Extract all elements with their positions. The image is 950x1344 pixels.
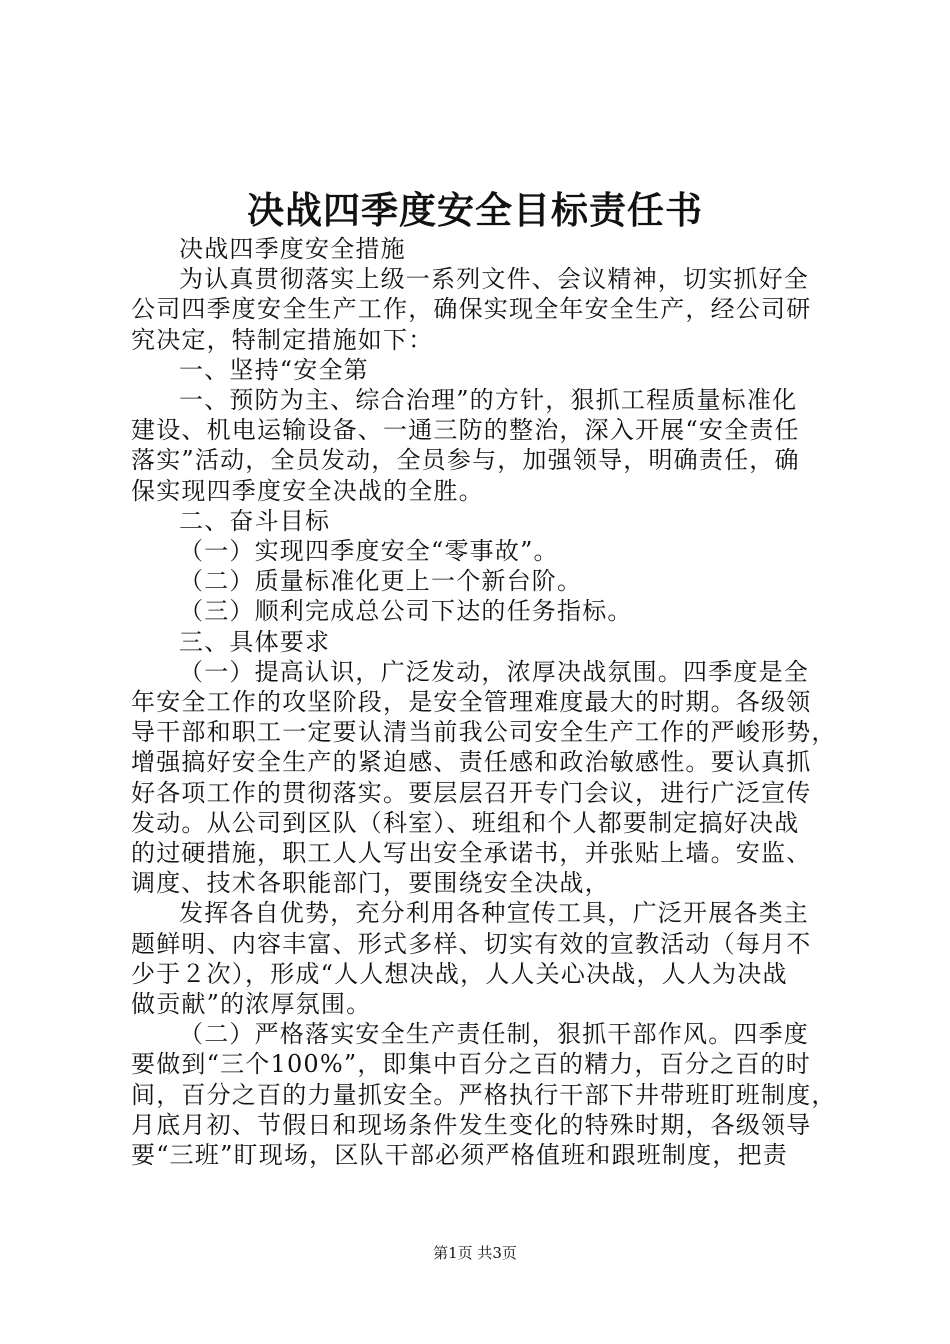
paragraph-line: 二、奋斗目标: [179, 506, 331, 535]
paragraph-line: 建设、机电运输设备、一通三防的整治，深入开展“安全责任: [131, 416, 800, 445]
paragraph-line: 决战四季度安全措施: [179, 235, 406, 263]
paragraph-line: 为认真贯彻落实上级一系列文件、会议精神，切实抓好全: [179, 265, 809, 294]
paragraph-line: 保实现四季度安全决战的全胜。: [131, 476, 484, 505]
paragraph-line: （一）实现四季度安全“零事故”。: [179, 537, 559, 566]
paragraph-line: 一、预防为主、综合治理”的方针，狠抓工程质量标准化: [179, 386, 798, 415]
paragraph-line: 究决定，特制定措施如下：: [131, 325, 434, 354]
paragraph-line: （二）质量标准化更上一个新台阶。: [179, 567, 583, 596]
paragraph-line: 发挥各自优势，充分利用各种宣传工具，广泛开展各类主: [179, 899, 809, 928]
paragraph-line: 好各项工作的贯彻落实。要层层召开专门会议，进行广泛宣传: [131, 778, 812, 807]
paragraph-line: 月底月初、节假日和现场条件发生变化的特殊时期，各级领导: [131, 1110, 812, 1139]
paragraph-line: 年安全工作的攻坚阶段，是安全管理难度最大的时期。各级领: [131, 688, 812, 717]
paragraph-line: 少于２次），形成“人人想决战，人人关心决战，人人为决战: [131, 959, 788, 988]
document-title: 决战四季度安全目标责任书: [247, 188, 703, 232]
paragraph-line: 公司四季度安全生产工作，确保实现全年安全生产，经公司研: [131, 295, 812, 324]
page-footer: 第1页 共3页: [433, 1244, 517, 1262]
paragraph-line: （二）严格落实安全生产责任制，狠抓干部作风。四季度: [179, 1020, 809, 1049]
paragraph-line: 导干部和职工一定要认清当前我公司安全生产工作的严峻形势，: [131, 718, 837, 747]
paragraph-line: 的过硬措施，职工人人写出安全承诺书，并张贴上墙。安监、: [131, 839, 812, 868]
paragraph-line: 做贡献”的浓厚氛围。: [131, 990, 372, 1019]
paragraph-line: （三）顺利完成总公司下达的任务指标。: [179, 597, 633, 626]
paragraph-line: 增强搞好安全生产的紧迫感、责任感和政治敏感性。要认真抓: [131, 748, 812, 777]
paragraph-line: 题鲜明、内容丰富、形式多样、切实有效的宣教活动（每月不: [131, 929, 812, 958]
paragraph-line: 发动。从公司到区队（科室）、班组和个人都要制定搞好决战: [131, 808, 800, 837]
paragraph-line: 要做到“三个100%”，即集中百分之百的精力，百分之百的时: [131, 1050, 811, 1079]
paragraph-line: 间，百分之百的力量抓安全。严格执行干部下井带班盯班制度，: [131, 1080, 837, 1109]
paragraph-line: 调度、技术各职能部门，要围绕安全决战，: [131, 869, 610, 898]
paragraph-line: 三、具体要求: [179, 627, 331, 656]
paragraph-line: 落实”活动，全员发动，全员参与，加强领导，明确责任，确: [131, 446, 800, 475]
document-body: [131, 234, 837, 1170]
paragraph-line: （一）提高认识，广泛发动，浓厚决战氛围。四季度是全: [179, 657, 809, 686]
paragraph-line: 要“三班”盯现场，区队干部必须严格值班和跟班制度，把责: [131, 1141, 788, 1170]
paragraph-line: 一、坚持“安全第: [179, 355, 369, 384]
